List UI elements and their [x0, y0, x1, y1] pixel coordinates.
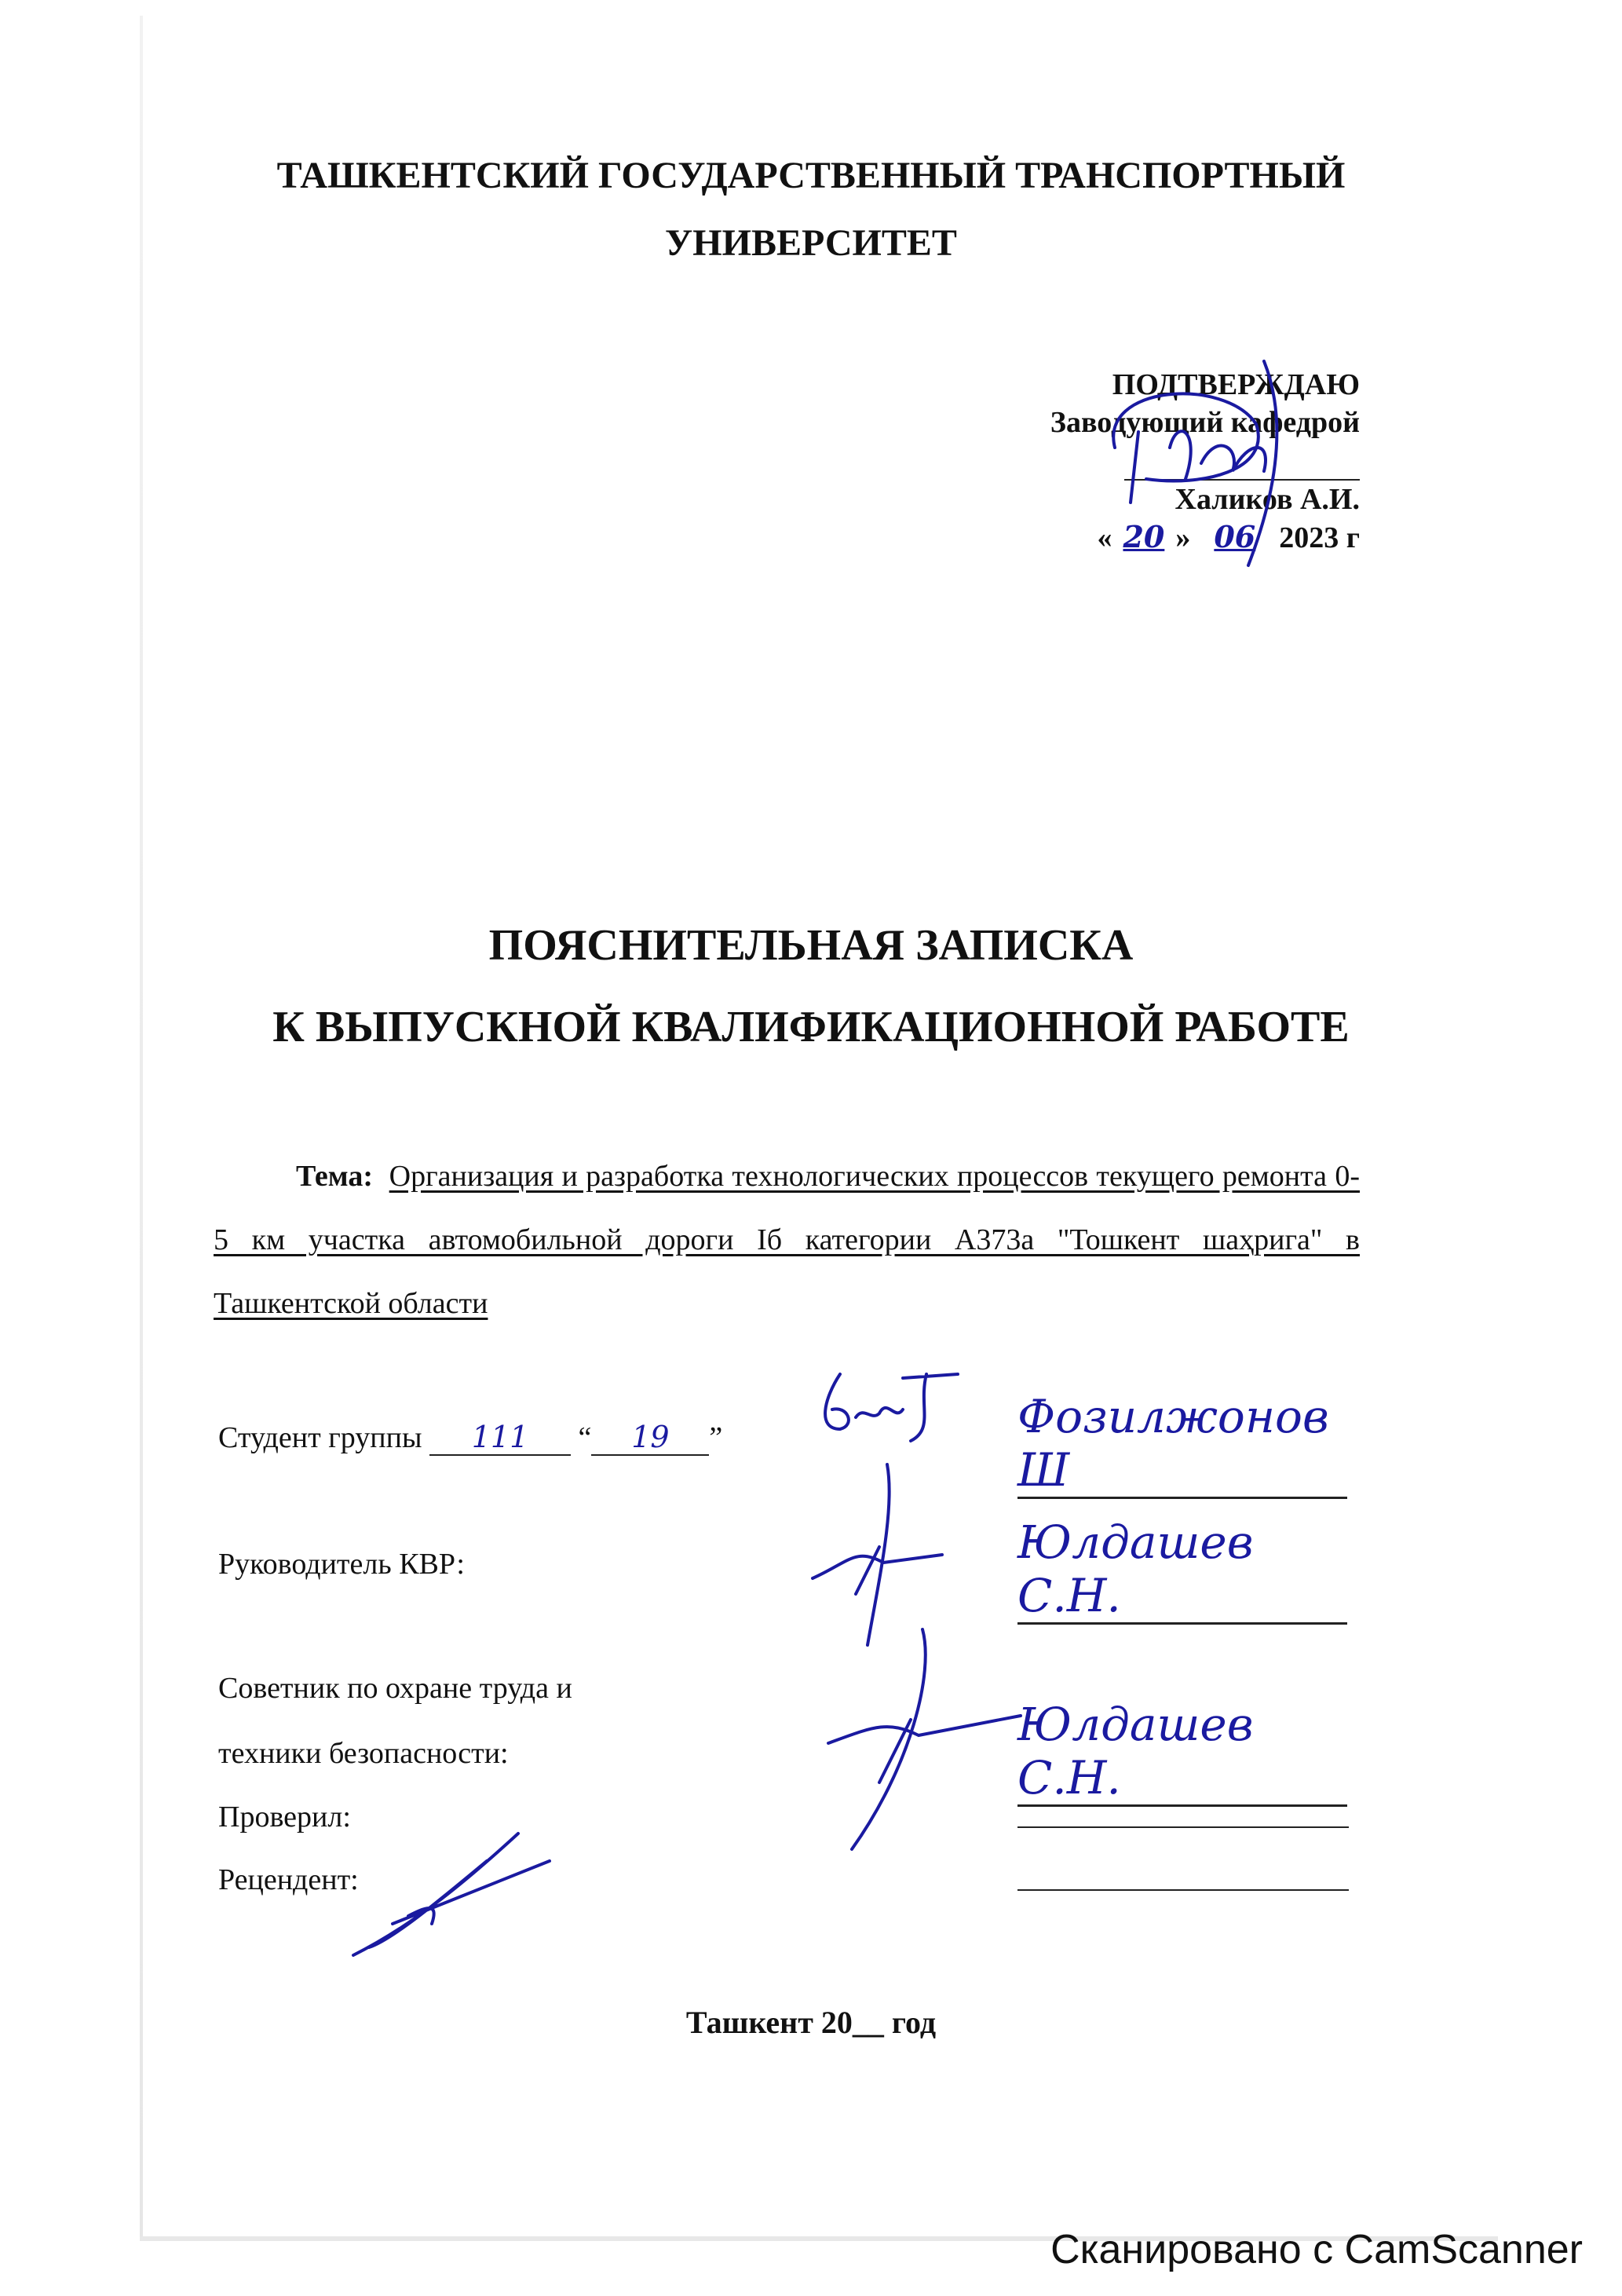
student-signature — [816, 1366, 974, 1445]
checked-label: Проверил: — [218, 1801, 351, 1834]
student-row: Студент группы 111 “ 19 ” — [218, 1420, 723, 1454]
supervisor-name: Юлдашев С.Н. — [1017, 1515, 1347, 1625]
advisor-label-line2: техники безопасности: — [218, 1737, 509, 1770]
document-title-line2: К ВЫПУСКНОЙ КВАЛИФИКАЦИОННОЙ РАБОТЕ — [272, 1003, 1350, 1051]
head-of-department-signature — [1083, 353, 1382, 573]
approval-year: 2023 г — [1279, 521, 1360, 554]
approval-position: Заводующий кафедрой — [1050, 406, 1360, 439]
advisor-name: Юлдашев С.Н. — [1017, 1698, 1347, 1807]
approval-month: 06 — [1214, 519, 1256, 554]
group-year: 19 — [591, 1420, 709, 1456]
group-number: 111 — [429, 1420, 571, 1456]
advisor-signature — [824, 1625, 1028, 1853]
theme-text: Организация и разработка технологических процессов текущего ремонта 0-5 км участка автомобильной дороги Iб категории А373а "Тошкент шаҳрига" в Ташкентской области — [214, 1160, 1361, 1320]
advisor-label-line1: Советник по охране труда и — [218, 1672, 572, 1705]
supervisor-label: Руководитель КВР: — [218, 1548, 465, 1581]
supervisor-signature — [809, 1461, 966, 1649]
approval-name: Халиков А.И. — [1174, 483, 1360, 516]
university-name-line1: ТАШКЕНТСКИЙ ГОСУДАРСТВЕННЫЙ ТРАНСПОРТНЫЙ — [276, 155, 1346, 196]
university-name-line2: УНИВЕРСИТЕТ — [665, 222, 957, 264]
student-name: Фозилжонов Ш — [1017, 1390, 1347, 1499]
city-year: Ташкент 20__ год — [685, 2005, 937, 2040]
theme-label: Тема: — [296, 1160, 374, 1193]
page-edge — [140, 16, 143, 2238]
reviewer-signature-line — [1017, 1889, 1349, 1891]
reviewer-signature — [345, 1830, 557, 1963]
document-title-line1: ПОЯСНИТЕЛЬНАЯ ЗАПИСКА — [488, 921, 1134, 970]
approval-date: « 20 » 06 2023 г — [1097, 519, 1360, 554]
reviewer-label: Рецендент: — [218, 1863, 359, 1896]
approval-day: 20 — [1123, 519, 1165, 554]
student-label: Студент группы — [218, 1421, 422, 1454]
theme-paragraph — [214, 1145, 1360, 1336]
approval-heading: ПОДТВЕРЖДАЮ — [1112, 368, 1360, 401]
camscanner-watermark: Сканировано с CamScanner — [1050, 2227, 1583, 2272]
checked-signature-line — [1017, 1826, 1349, 1828]
